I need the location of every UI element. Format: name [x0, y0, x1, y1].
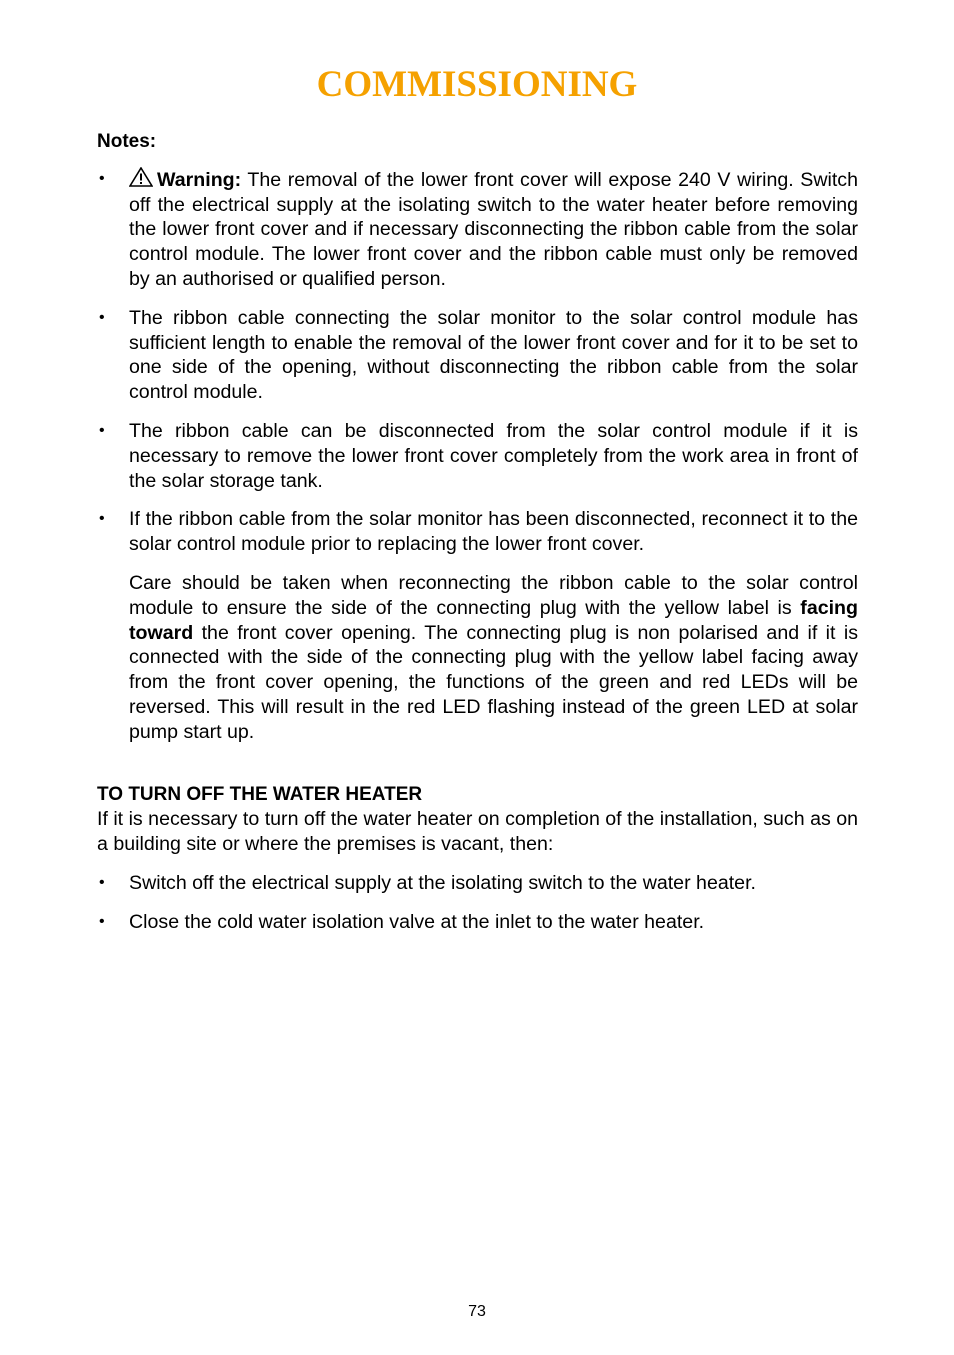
warning-label: Warning: — [157, 168, 242, 191]
notes-heading: Notes: — [97, 131, 157, 152]
turn-off-heading: TO TURN OFF THE WATER HEATER — [97, 783, 423, 805]
note-text: The ribbon cable can be disconnected from the solar control module if it is necessary to remove the lower front cover completely from the work area in front of the solar storage tank. — [129, 419, 858, 492]
care-emphasis: facing toward — [129, 596, 858, 644]
note-text: If the ribbon cable from the solar monitor has been disconnected, reconnect it to the solar control module prior to replacing the lower front cover. — [129, 508, 858, 556]
care-paragraph — [97, 571, 858, 745]
note-text: The ribbon cable connecting the solar monitor to the solar control module has sufficient length to enable the removal of the lower front cover and for it to be set to one side of the opening, without disconnecting the ribbon cable from the solar control module. — [129, 306, 858, 404]
bullet-icon: • — [99, 912, 105, 930]
turn-off-intro: If it is necessary to turn off the water heater on completion of the installation, such as on a building site or where the premises is vacant, then: — [97, 808, 858, 856]
bullet-icon: • — [99, 421, 105, 439]
page-number: 73 — [468, 1303, 486, 1320]
care-text-after: the front cover opening. The connecting plug is non polarised and if it is connected with the side of the connecting plug with the yellow label facing away from the front cover opening, the functions of the green and red LEDs will be reversed. This will result in the red LED flashing instead of the green LED at solar pump start up. — [129, 621, 858, 743]
warning-text: The removal of the lower front cover will expose 240 V wiring. Switch off the electrical supply at the isolating switch to the water heater before removing the lower front cover and if necessary disconnecting the ribbon cable from the solar control module. The lower front cover and the ribbon cable must only be removed by an authorised or qualified person. — [129, 168, 858, 290]
step-text: Close the cold water isolation valve at the inlet to the water heater. — [129, 910, 705, 933]
step-text: Switch off the electrical supply at the isolating switch to the water heater. — [129, 871, 756, 894]
bullet-icon: • — [99, 308, 105, 326]
list-item — [97, 871, 858, 896]
care-text-before: Care should be taken when reconnecting the ribbon cable to the solar control module to ensure the side of the connecting plug with the yellow label is — [129, 571, 858, 619]
warning-triangle-icon — [129, 167, 153, 187]
list-item — [97, 910, 858, 935]
list-item — [97, 507, 858, 557]
turn-off-list — [97, 871, 858, 935]
list-item — [97, 419, 858, 493]
bullet-icon: • — [99, 873, 105, 891]
bullet-icon: • — [99, 169, 105, 187]
list-item — [97, 306, 858, 405]
notes-list — [97, 167, 858, 557]
page-title: COMMISSIONING — [316, 64, 638, 105]
page-content — [97, 130, 858, 949]
bullet-icon: • — [99, 510, 105, 528]
list-item — [97, 167, 858, 292]
